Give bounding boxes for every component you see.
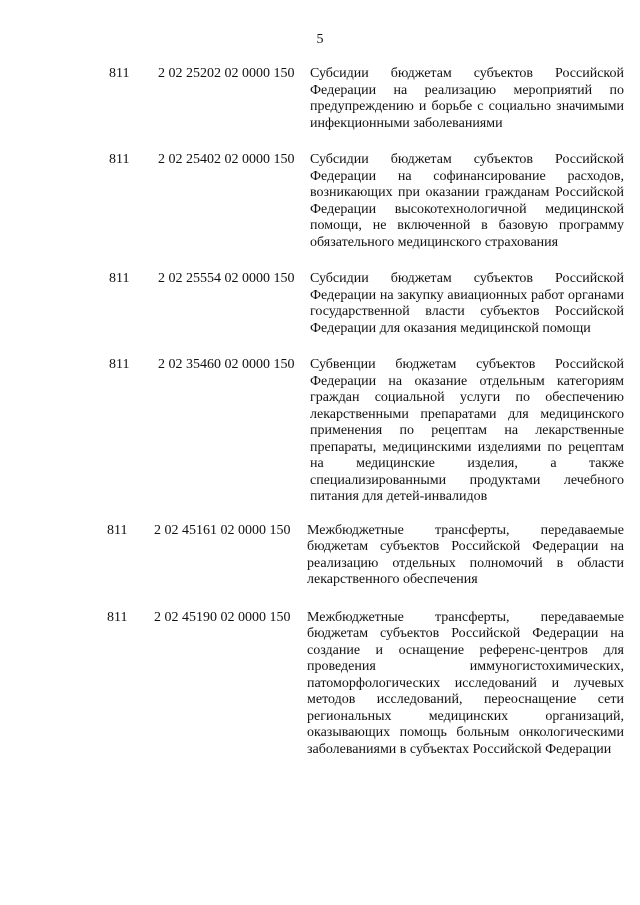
- table-row: [0, 610, 640, 759]
- administrator-code: 811: [107, 522, 128, 538]
- table-row: [0, 152, 640, 251]
- table-row: [0, 523, 640, 589]
- budget-codes-table: [0, 66, 640, 777]
- administrator-code: 811: [109, 66, 130, 81]
- budget-classification-code: 2 02 25402 02 0000 150: [158, 152, 295, 167]
- table-row: [0, 357, 640, 506]
- table-row: [0, 271, 640, 337]
- revenue-description: Субсидии бюджетам субъектов Российской Федерации на закупку авиационных работ органами государственной власти субъектов Российской Федерации для оказания медицинской помощи: [310, 271, 624, 336]
- administrator-code: 811: [107, 609, 128, 625]
- administrator-code: 811: [109, 152, 130, 167]
- budget-classification-code: 2 02 45161 02 0000 150: [154, 522, 291, 538]
- revenue-description: Субвенции бюджетам субъектов Российской Федерации на оказание отдельным категориям граждан социальной услуги по обеспечению лекарственными препаратами для медицинского применения по рецептам на лекарственные препараты, медицинскими изделиями по рецептам на медицинские изделия, а также специализированными продуктами лечебного питания для детей-инвалидов: [310, 357, 624, 504]
- budget-classification-code: 2 02 25202 02 0000 150: [158, 66, 295, 81]
- revenue-description: Субсидии бюджетам субъектов Российской Федерации на софинансирование расходов, возникающих при оказании гражданам Российской Федерации высокотехнологичной медицинской помощи, не включенной в базовую программу обязательного медицинского страхования: [310, 152, 624, 250]
- revenue-description: Межбюджетные трансферты, передаваемые бюджетам субъектов Российской Федерации на реализацию отдельных полномочий в области лекарственного обеспечения: [307, 522, 624, 587]
- budget-classification-code: 2 02 35460 02 0000 150: [158, 357, 295, 372]
- budget-classification-code: 2 02 45190 02 0000 150: [154, 609, 291, 625]
- budget-classification-code: 2 02 25554 02 0000 150: [158, 271, 295, 286]
- table-row: [0, 66, 640, 132]
- revenue-description: Межбюджетные трансферты, передаваемые бюджетам субъектов Российской Федерации на создание и оснащение референс-центров для проведения иммуногистохимических, патоморфологических исследований и лучевых методов исследований, переоснащение сети региональных медицинских организаций, оказывающих помощь больным онкологическими заболеваниями в субъектах Российской Федерации: [307, 609, 624, 757]
- revenue-description: Субсидии бюджетам субъектов Российской Федерации на реализацию мероприятий по предупреждению и борьбе с социально значимыми инфекционными заболеваниями: [310, 66, 624, 131]
- administrator-code: 811: [109, 357, 130, 372]
- page-number: 5: [316, 32, 324, 47]
- administrator-code: 811: [109, 271, 130, 286]
